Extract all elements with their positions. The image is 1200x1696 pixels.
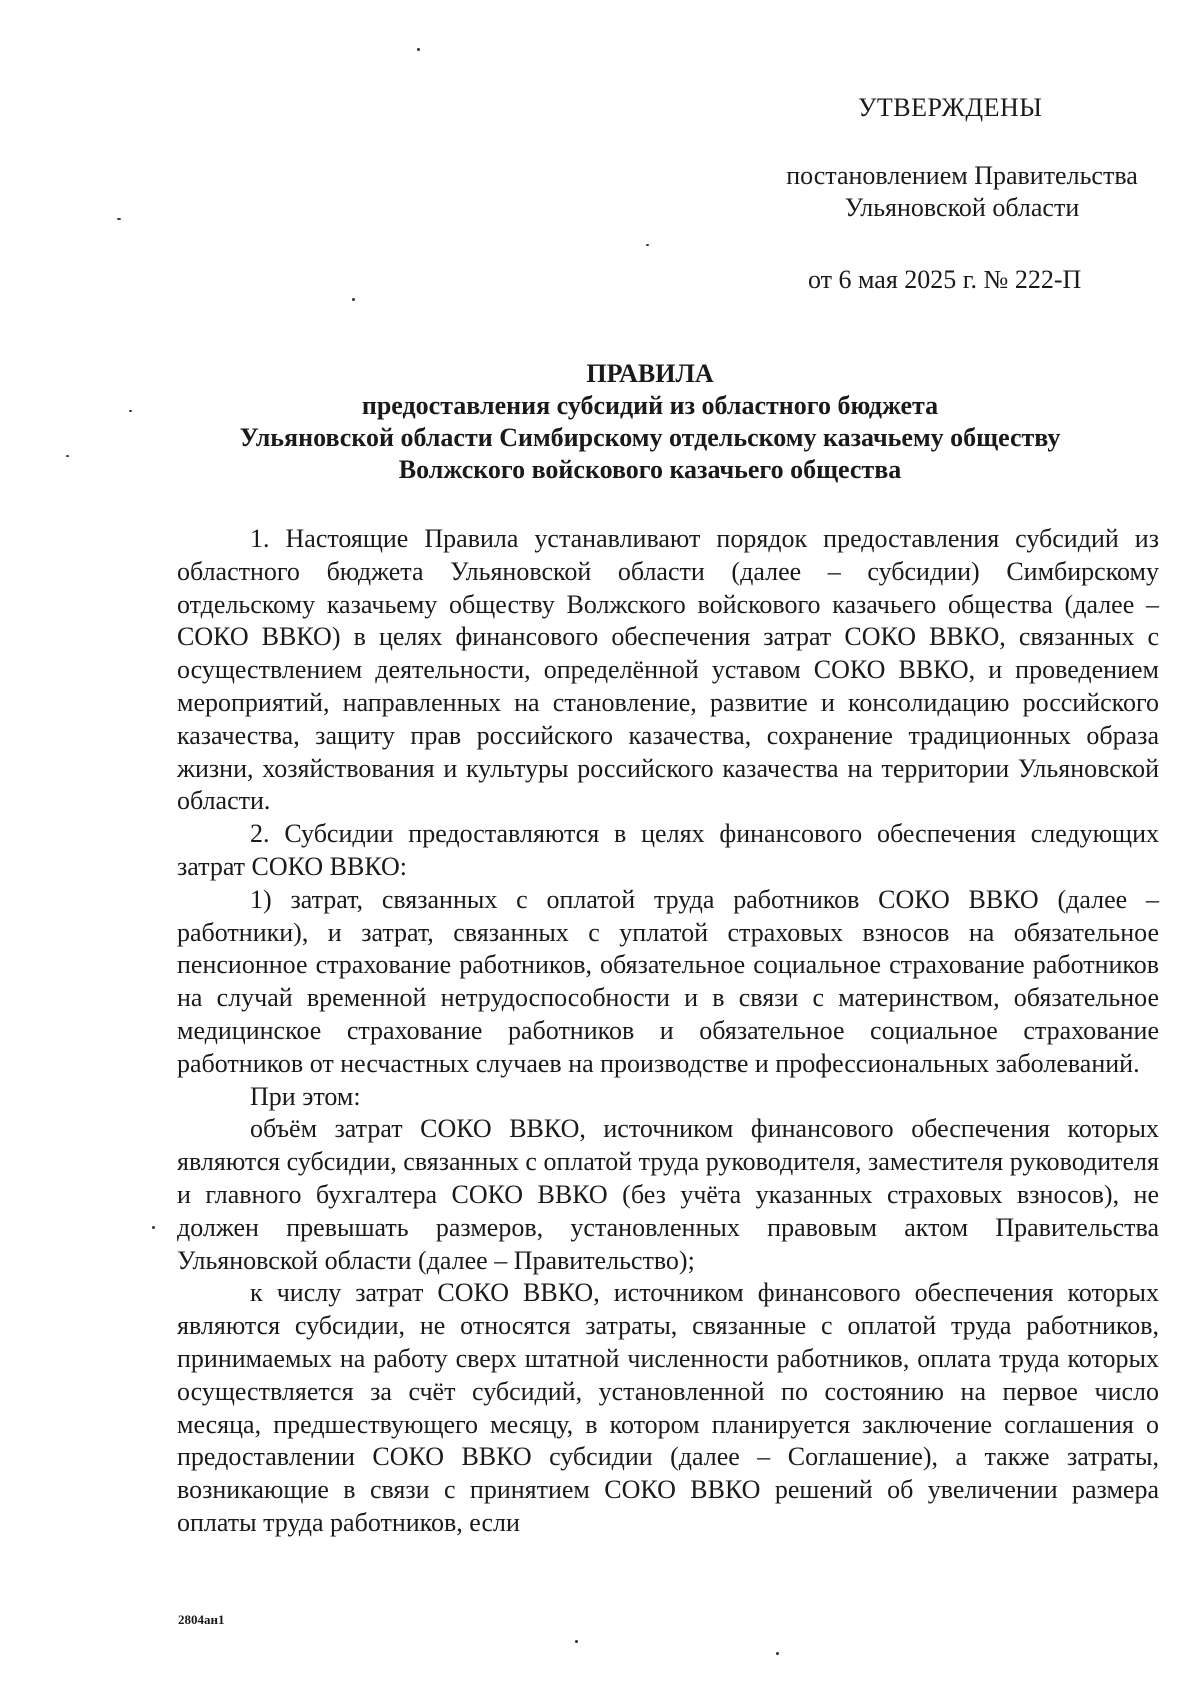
approved-by-line1: постановлением Правительства — [786, 161, 1138, 190]
heading-line-4: Волжского войскового казачьего общества — [398, 455, 902, 484]
paragraph-note-intro: При этом: — [250, 1081, 361, 1111]
scan-speck — [152, 1226, 155, 1229]
scan-speck — [417, 48, 420, 51]
paragraph-1: 1. Настоящие Правила устанавливают порядок предоставления субсидий из областного бюджета Ульяновской области (далее – субсидии) Симбирскому отдельскому казачьему обществу Волжского войскового казачьего общества (далее – СОКО ВВКО) в целях финансового обеспечения затрат СОКО ВВКО, связанных с осуществлением деятельности, определённой уставом СОКО ВВКО, и проведением мероприятий, направленных на становление, развитие и консолидацию российского казачества, защиту прав российского казачества, сохранение традиционных образа жизни, хозяйствования и культуры российского казачества на территории Ульяновской области. — [177, 524, 1159, 816]
scan-speck — [776, 1652, 779, 1655]
scan-speck — [66, 455, 69, 457]
paragraph-note-1: объём затрат СОКО ВВКО, источником финансового обеспечения которых являются субсидии, связанных с оплатой труда руководителя, заместителя руководителя и главного бухгалтера СОКО ВВКО (без учёта указанных страховых взносов), не должен превышать размеров, установленных правовым актом Правительства Ульяновской области (далее – Правительство); — [177, 1114, 1159, 1275]
approved-by — [752, 160, 1172, 224]
scan-speck — [352, 298, 355, 301]
scan-speck — [646, 244, 649, 246]
approved-by-line2: Ульяновской области — [844, 193, 1080, 222]
approved-date: от 6 мая 2025 г. № 222-П — [808, 265, 1082, 294]
heading-line-2: предоставления субсидий из областного бюджета — [361, 391, 939, 420]
scan-speck — [575, 1640, 578, 1643]
footer-document-code: 2804ан1 — [178, 1612, 225, 1627]
approved-title: УТВЕРЖДЕНЫ — [858, 93, 1043, 122]
paragraph-note-2: к числу затрат СОКО ВВКО, источником финансового обеспечения которых являются субсидии, не относятся затраты, связанные с оплатой труда работников, принимаемых на работу сверх штатной численности работников, оплата труда которых осуществляется за счёт субсидий, установленной по состоянию на первое число месяца, предшествующего месяцу, в котором планируется заключение соглашения о предоставлении СОКО ВВКО субсидии (далее – Соглашение), а также затраты, возникающие в связи с принятием СОКО ВВКО решений об увеличении размера оплаты труда работников, если — [177, 1278, 1159, 1537]
scan-speck — [117, 218, 121, 220]
document-body — [177, 523, 1159, 1540]
heading-title: ПРАВИЛА — [586, 359, 714, 388]
document-heading — [150, 358, 1150, 486]
heading-line-3: Ульяновской области Симбирскому отдельскому казачьему обществу — [239, 423, 1061, 452]
paragraph-2: 2. Субсидии предоставляются в целях финансового обеспечения следующих затрат СОКО ВВКО: — [177, 819, 1159, 881]
paragraph-2-item-1: 1) затрат, связанных с оплатой труда работников СОКО ВВКО (далее – работники), и затрат, связанных с уплатой страховых взносов на обязательное пенсионное страхование работников, обязательное социальное страхование работников на случай временной нетрудоспособности и в связи с материнством, обязательное медицинское страхование работников и обязательное социальное страхование работников от несчастных случаев на производстве и профессиональных заболеваний. — [177, 884, 1159, 1078]
scan-speck — [129, 410, 132, 412]
